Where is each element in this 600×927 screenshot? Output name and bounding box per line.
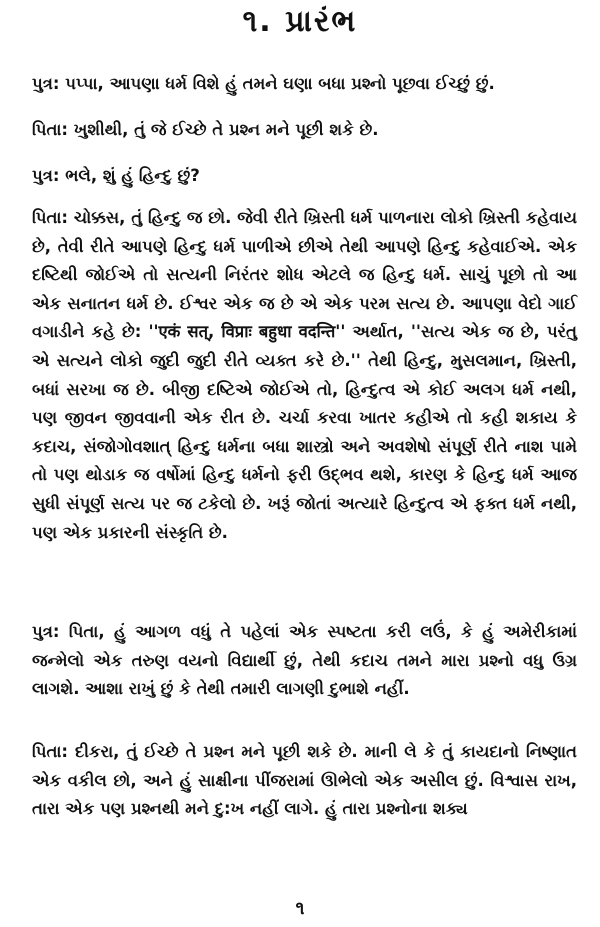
paragraph-2 [32, 116, 577, 145]
paragraph-text: ખુશીથી, તું જે ઈચ્છે તે પ્રશ્ન મને પૂછી શકે છે. [68, 120, 379, 139]
speaker-label: પુત્ર: [32, 166, 60, 185]
paragraph-text: ચોક્કસ, તું હિન્દુ જ છો. જેવી રીતે ખ્રિસ્તી ધર્મ પાળનારા લોકો ખ્રિસ્તી કહેવાય છે, તેવી રીતે આપણે હિન્દુ ધર્મ પાળીએ છીએ તેથી આપણે હિન્દુ કહેવાઈએ. એક દષ્ટિથી જોઈએ તો સત્યની નિરંતર શોધ એટલે જ હિન્દુ ધર્મ. સાચું પૂછો તો આ એક સનાતન ધર્મ છે. ઈશ્વર એક જ છે એ એક પરમ સત્ય છે. આપણા વેદો ગાઈ વગાડીને કહે છે: ''एकं सत्, विप्राः बहुधा वदन्ति'' અર્થાત, ''સત્ય એક જ છે, પરંતુ એ સત્યને લોકો જુદી જુદી રીતે વ્યક્ત કરે છે.'' તેથી હિન્દુ, મુસલમાન, ખ્રિસ્તી, બધાં સરખા જ છે. બીજી દષ્ટિએ જોઈએ તો, હિન્દુત્વ એ કોઈ અલગ ધર્મ નથી, પણ જીવન જીવવાની એક રીત છે. ચર્ચા કરવા ખાતર કહીએ તો કહી શકાય કે કદાચ, સંજોગોવશાત્ હિન્દુ ધર્મના બધા શાસ્ત્રો અને અવશેષો સંપૂર્ણ રીતે નાશ પામે તો પણ થોડાક જ વર્ષોમાં હિન્દુ ધર્મનો ફરી ઉદ્ભવ થશે, કારણ કે હિન્દુ ધર્મ આજ સુધી સંપૂર્ણ સત્ય પર જ ટકેલો છે. ખરૂં જોતાં અત્યારે હિન્દુત્વ એ ફક્ત ધર્મ નથી, પણ એક પ્રકારની સંસ્કૃતિ છે. [32, 208, 577, 542]
paragraph-4 [32, 204, 577, 547]
speaker-label: પિતા: [32, 208, 69, 227]
paragraph-text: દીકરા, તું ઈચ્છે તે પ્રશ્ન મને પૂછી શકે છે. માની લે કે તું કાયદાનો નિષ્ણાત એક વકીલ છો, અને હું સાક્ષીના પીંજરામાં ઊભેલો એક અસીલ છું. વિશ્વાસ રાખ, તારા એક પણ પ્રશ્નથી મને દુ:ખ નહીં લાગે. હું તારા પ્રશ્નોના શક્ય [32, 742, 577, 819]
speaker-label: પુત્ર: [32, 74, 60, 93]
paragraph-5 [32, 618, 577, 704]
speaker-label: પુત્ર: [32, 622, 60, 641]
speaker-label: પિતા: [32, 120, 69, 139]
paragraph-text: પપ્પા, આપણા ધર્મ વિશે હું તમને ઘણા બધા પ્રશ્નો પૂછવા ઈચ્છું છું. [59, 74, 495, 93]
paragraph-text: પિતા, હું આગળ વધું તે પહેલાં એક સ્પષ્ટતા કરી લઉં, કે હું અમેરીકામાં જન્મેલો એક તરુણ વયનો વિદ્યાર્થી છું, તેથી કદાચ તમને મારા પ્રશ્નો વધુ ઉગ્ર લાગશે. આશા રાખું છું કે તેથી તમારી લાગણી દુભાશે નહીં. [32, 622, 577, 699]
page-number: ૧ [295, 898, 305, 919]
chapter-title: ૧. પ્રારંભ [242, 4, 358, 39]
paragraph-6 [32, 738, 577, 824]
paragraph-1 [32, 70, 577, 99]
speaker-label: પિતા: [32, 742, 69, 761]
paragraph-3 [32, 162, 577, 191]
paragraph-text: ભલે, શું હું હિન્દુ છું? [59, 166, 200, 185]
